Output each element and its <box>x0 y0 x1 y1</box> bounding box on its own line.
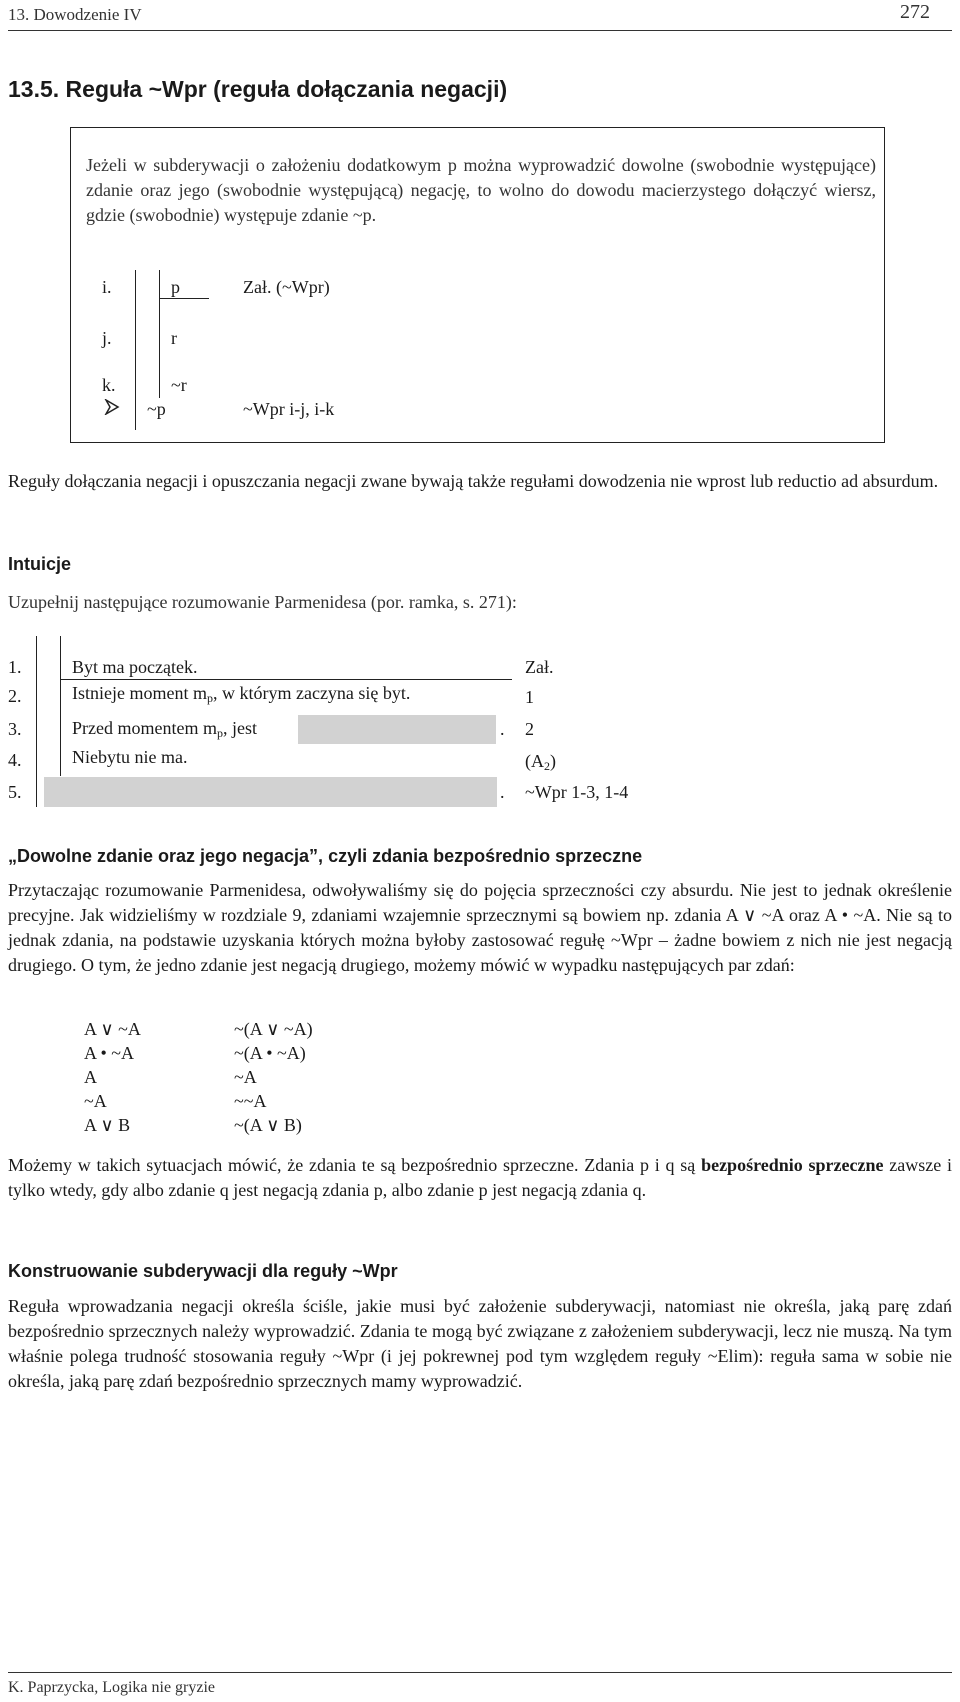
main-derivation-line <box>135 270 136 430</box>
construction-paragraph: Reguła wprowadzania negacji określa ściśle, jakie musi być założenie subderywacji, natomiast nie określa, jaką parę zdań bezpośrednio sprzecznych należy wyprowadzić. Zdania te mogą być związane z założeniem subderywacji, lecz nie muszą. Na tym właśnie polega trudność stosowania reguły ~Wpr (i jej pokrewnej pod tym względem reguły ~Elim): reguła sama w sobie nie określa, jaką parę zdań bezpośrednio sprzecznych mamy wyprowadzić. <box>8 1296 952 1391</box>
rule-line-i-formula: p <box>171 277 180 297</box>
rule-line-i-num: i. <box>102 277 112 297</box>
pair-3-right: ~A <box>234 1067 257 1087</box>
fill-in-blank-5[interactable] <box>44 777 497 807</box>
pair-5-left: A ∨ B <box>84 1115 131 1135</box>
parmenides-main-line <box>36 636 37 807</box>
parm-line-3-just: 2 <box>525 719 534 739</box>
parm-line-3-text: Przed momentem $m_p$, jest <box>72 718 257 740</box>
parmenides-sub-line <box>60 636 61 776</box>
parm-line-2-text: Istnieje moment $m_p$, w którym zaczyna się byt. <box>72 683 411 705</box>
pair-1-right: ~(A ∨ ~A) <box>234 1019 313 1039</box>
parm-line-4-text: Niebytu nie ma. <box>72 747 188 767</box>
parm-line-4-num: 4. <box>8 750 22 770</box>
pair-2-right: ~(A • ~A) <box>234 1043 306 1063</box>
construction-heading: Konstruowanie subderywacji dla reguły ~Wpr <box>8 1261 398 1281</box>
direct-contradiction-paragraph: Możemy w takich sytuacjach mówić, że zdania te są bezpośrednio sprzeczne. Zdania p i q są bezpośrednio sprzeczne zawsze i tylko wtedy, gdy albo zdanie q jest negacją zdania p, albo zdanie p jest negacją zdania q. <box>8 1155 952 1200</box>
term-bold: bezpośrednio sprzeczne <box>701 1155 884 1175</box>
pair-3-left: A <box>84 1067 97 1087</box>
footer-rule <box>8 1672 952 1673</box>
rule-line-k-formula: ~r <box>171 375 187 395</box>
parm-line-5-num: 5. <box>8 782 22 802</box>
parm-line-5-just: ~Wpr 1-3, 1-4 <box>525 782 629 802</box>
intuitions-heading: Intuicje <box>8 554 72 574</box>
parmenides-assumption-underline <box>60 679 512 680</box>
rule-line-i-just: Zał. (~Wpr) <box>243 277 330 297</box>
rules-paragraph: Reguły dołączania negacji i opuszczania negacji zwane bywają także regułami dowodzenia nie wprost lub reductio ad absurdum. <box>8 471 939 491</box>
parm-line-3-num: 3. <box>8 719 22 739</box>
parm-line-2-just: 1 <box>525 687 534 707</box>
rule-line-k-num: k. <box>102 375 116 395</box>
parm-line-3-dot: . <box>500 719 505 739</box>
parm-line-1-text: Byt ma początek. <box>72 657 198 677</box>
contradiction-paragraph: Przytaczając rozumowanie Parmenidesa, odwoływaliśmy się do pojęcia sprzeczności czy absurdu. Nie jest to jednak określenie precyjne. Jak widzieliśmy w rozdziale 9, zdaniami wzajemnie sprzecznymi są bowiem np. zdania A ∨ ~A oraz A • ~A. Nie są to jednak zdania, na podstawie uzyskania których można byłoby zastosować regułę ~Wpr – żadne bowiem z nich nie jest negacją drugiego. O tym, że jedno zdanie jest negacją drugiego, możemy mówić w wypadku następujących par zdań: <box>8 880 952 975</box>
pair-5-right: ~(A ∨ B) <box>234 1115 302 1135</box>
pair-1-left: A ∨ ~A <box>84 1019 141 1039</box>
parm-line-1-just: Zał. <box>525 657 554 677</box>
subderivation-line <box>159 270 160 398</box>
running-header-chapter: 13. Dowodzenie IV <box>8 5 142 24</box>
pair-2-left: A • ~A <box>84 1043 135 1063</box>
rule-line-conclusion-formula: ~p <box>147 399 166 419</box>
assumption-underline <box>159 298 209 299</box>
rule-line-conclusion-just: ~Wpr i-j, i-k <box>243 399 335 419</box>
header-rule <box>8 30 952 31</box>
rule-line-j-num: j. <box>102 328 112 348</box>
parm-line-4-just: $(A_2)$ <box>525 751 556 773</box>
page-number: 272 <box>900 1 930 23</box>
parm-line-1-num: 1. <box>8 657 22 677</box>
rule-box-text: Jeżeli w subderywacji o założeniu dodatkowym p można wyprowadzić dowolne (swobodnie występujące) zdanie oraz jego (swobodnie występującą) negację, to wolno do dowodu macierzystego dołączyć wiersz, gdzie (swobodnie) występuje zdanie ~p. <box>86 155 876 225</box>
footer-text: K. Paprzycka, Logika nie gryzie <box>8 1679 216 1696</box>
contradiction-heading: „Dowolne zdanie oraz jego negacja”, czyli zdania bezpośrednio sprzeczne <box>8 846 643 866</box>
pair-4-left: ~A <box>84 1091 107 1111</box>
parm-line-5-dot: . <box>500 782 505 802</box>
arrow-bullet-icon <box>104 399 120 420</box>
parm-line-2-num: 2. <box>8 686 22 706</box>
section-title: 13.5. Reguła ~Wpr (reguła dołączania negacji) <box>8 76 508 102</box>
pair-4-right: ~~A <box>234 1091 267 1111</box>
fill-in-blank-3[interactable] <box>298 715 496 744</box>
intuitions-intro: Uzupełnij następujące rozumowanie Parmenidesa (por. ramka, s. 271): <box>8 592 517 612</box>
rule-line-j-formula: r <box>171 328 177 348</box>
